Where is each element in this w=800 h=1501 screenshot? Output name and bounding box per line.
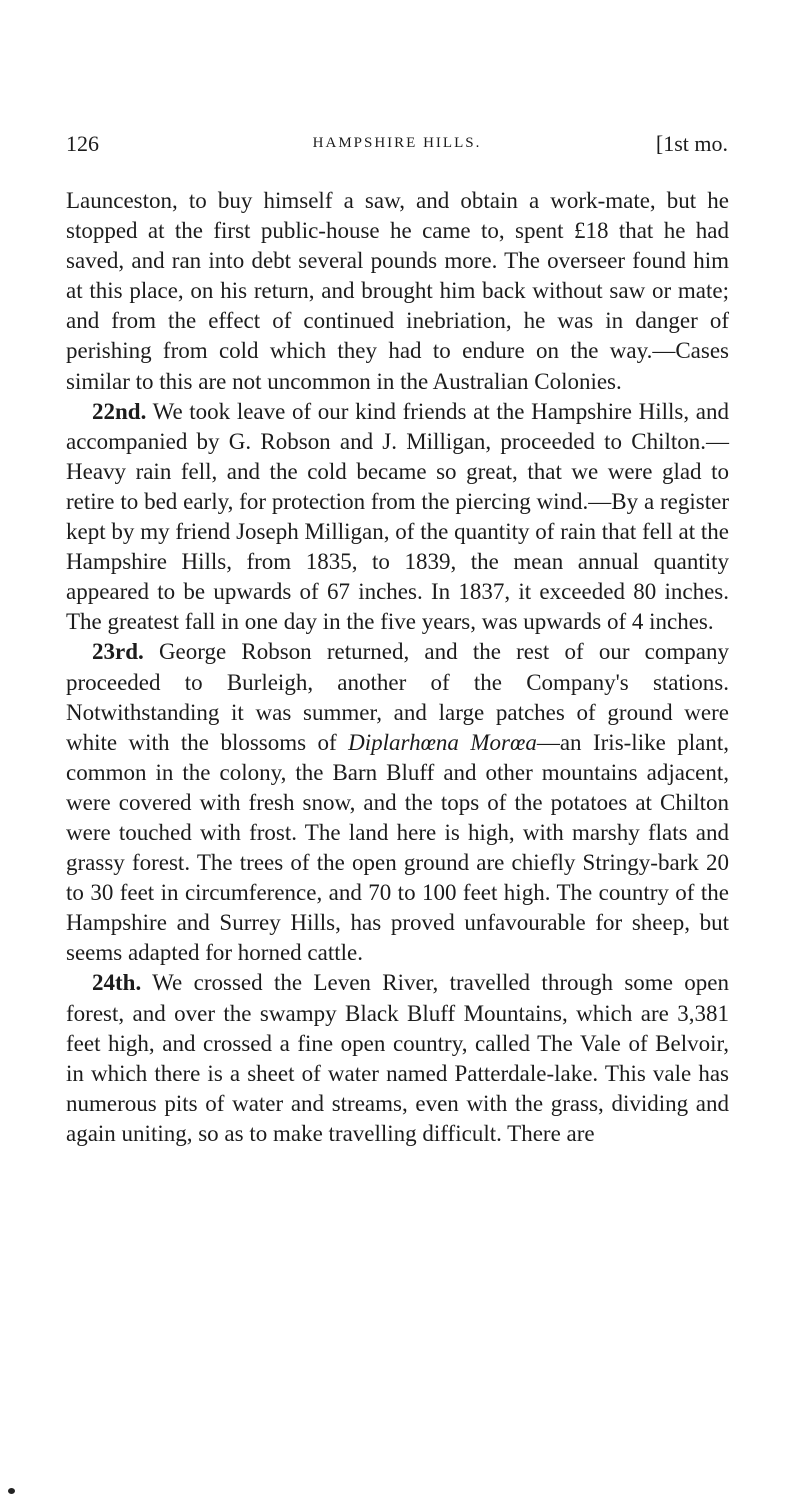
section-marker: [1st mo. (655, 131, 728, 156)
entry-date: 22nd. (92, 398, 147, 424)
paragraph-23rd (66, 637, 729, 968)
paragraph-22nd (66, 397, 729, 638)
ink-speck (8, 1488, 15, 1494)
paragraph-text: Launceston, to buy himself a saw, and obtain a work-mate, but he stopped at the first public-house he came to, spent £18 that he had saved, and ran into debt several pounds more. The overseer found him at this place, on his return, and brought him back without saw or mate; and from the effect of continued inebriation, he was in danger of perishing from cold which they had to endure on the way.—Cases similar to this are not uncommon in the Australian Colonies. (66, 188, 729, 394)
page-number: 126 (66, 131, 99, 156)
paragraph-text: We took leave of our kind friends at the Hampshire Hills, and accompanied by G. Robson and J. Milligan, proceeded to Chilton.—Heavy rain fell, and the cold became so great, that we were glad to retire to bed early, for protection from the piercing wind.—By a register kept by my friend Joseph Milligan, of the quantity of rain that fell at the Hampshire Hills, from 1835, to 1839, the mean annual quantity appeared to be upwards of 67 inches. In 1837, it exceeded 80 inches. The greatest fall in one day in the five years, was upwards of 4 inches. (66, 398, 729, 635)
paragraph-text: We crossed the Leven River, travelled through some open forest, and over the swampy Black Bluff Mountains, which are 3,381 feet high, and crossed a fine open country, called The Vale of Belvoir, in which there is a sheet of water named Patterdale-lake. This vale has numerous pits of water and streams, even with the grass, dividing and again uniting, so as to make travelling difficult. There are (66, 970, 729, 1146)
body-text (66, 186, 729, 1149)
paragraph-text: —an Iris-like plant, common in the colony, the Barn Bluff and other mountains adjacent, were covered with fresh snow, and the tops of the potatoes at Chilton were touched with frost. The land here is high, with marshy flats and grassy forest. The trees of the open ground are chiefly Stringy-bark 20 to 30 feet in circumference, and 70 to 100 feet high. The country of the Hampshire and Surrey Hills, has proved unfavourable for sheep, but seems adapted for horned cattle. (66, 729, 729, 966)
running-title: HAMPSHIRE HILLS. (312, 135, 482, 151)
species-name: Diplarhœna Morœa (348, 729, 537, 755)
paragraph-continuation (66, 186, 729, 397)
paragraph-text: George Robson returned, and the rest of our company proceeded to Burleigh, another of the Company's stations. Notwithstanding it was summer, and large patches of ground were white with the blossoms of (66, 639, 729, 755)
paragraph-24th (66, 968, 729, 1149)
page-header (66, 131, 728, 165)
entry-date: 23rd. (92, 639, 144, 665)
entry-date: 24th. (92, 970, 142, 996)
